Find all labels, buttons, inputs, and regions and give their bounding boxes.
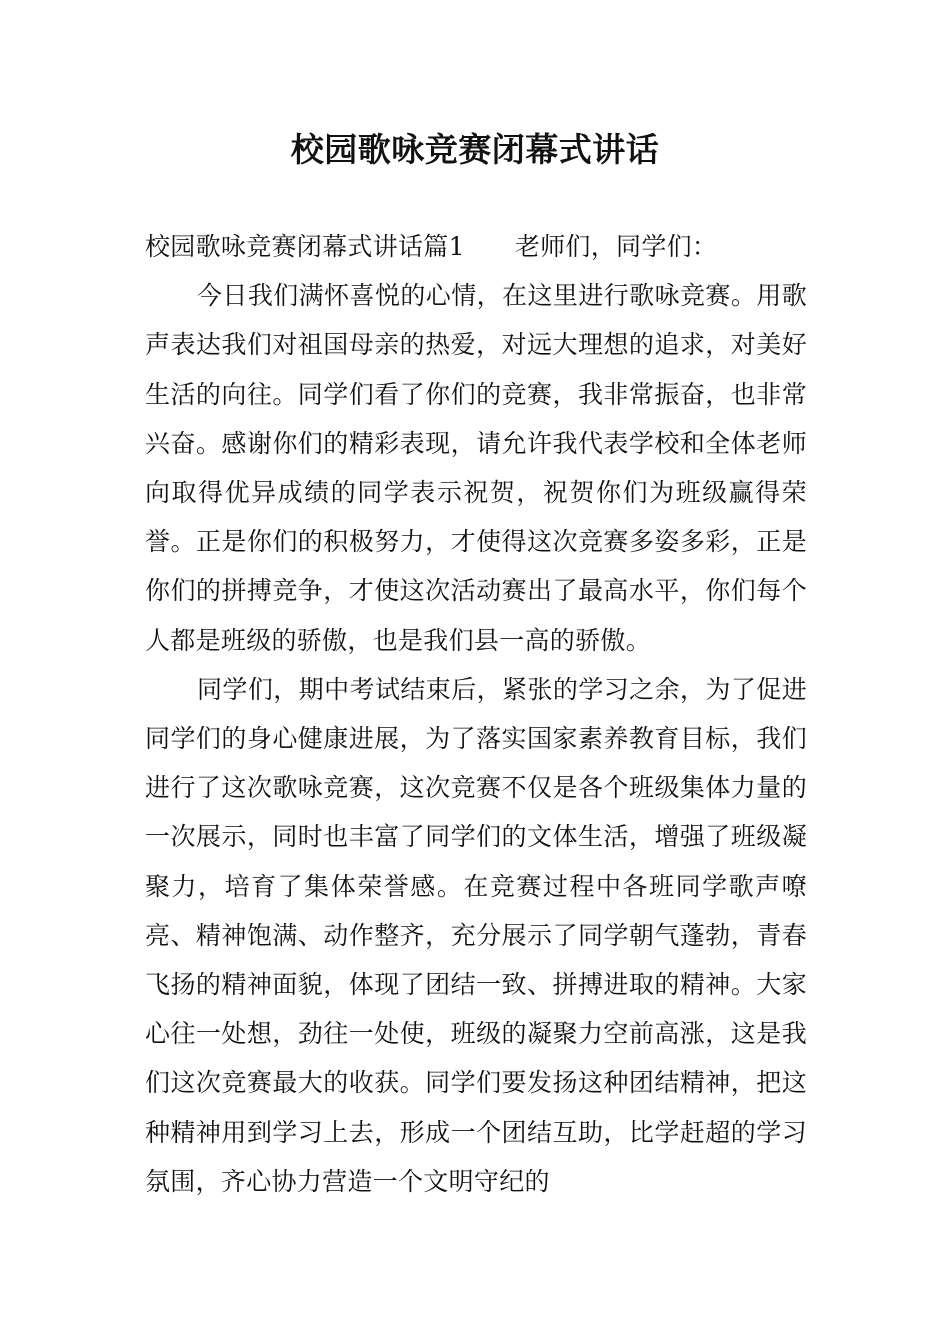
document-title: 校园歌咏竞赛闭幕式讲话 (290, 130, 660, 169)
section-heading: 校园歌咏竞赛闭幕式讲话篇1 (145, 232, 465, 261)
paragraph-1: 今日我们满怀喜悦的心情，在这里进行歌咏竞赛。用歌声表达我们对祖国母亲的热爱，对远大理想的追求，对美好生活的向往。同学们看了你们的竞赛，我非常振奋，也非常兴奋。感谢你们的精彩表现，请允许我代表学校和全体老师向取得优异成绩的同学表示祝贺，祝贺你们为班级赢得荣誉。正是你们的积极努力，才使得这次竞赛多姿多彩，正是你们的拼搏竞争，才使这次活动赛出了最高水平，你们每个人都是班级的骄傲，也是我们县一高的骄傲。 (145, 281, 807, 655)
heading-line (145, 222, 807, 271)
document-body (145, 222, 807, 1206)
salutation: 老师们，同学们： (514, 232, 718, 261)
paragraph-2: 同学们，期中考试结束后，紧张的学习之余，为了促进同学们的身心健康进展，为了落实国家素养教育目标，我们进行了这次歌咏竞赛，这次竞赛不仅是各个班级集体力量的一次展示，同时也丰富了同学们的文体生活，增强了班级凝聚力，培育了集体荣誉感。在竞赛过程中各班同学歌声嘹亮、精神饱满、动作整齐，充分展示了同学朝气蓬勃，青春飞扬的精神面貌，体现了团结一致、拼搏进取的精神。大家心往一处想，劲往一处使，班级的凝聚力空前高涨，这是我们这次竞赛最大的收获。同学们要发扬这种团结精神，把这种精神用到学习上去，形成一个团结互助，比学赶超的学习氛围，齐心协力营造一个文明守纪的 (145, 674, 807, 1196)
